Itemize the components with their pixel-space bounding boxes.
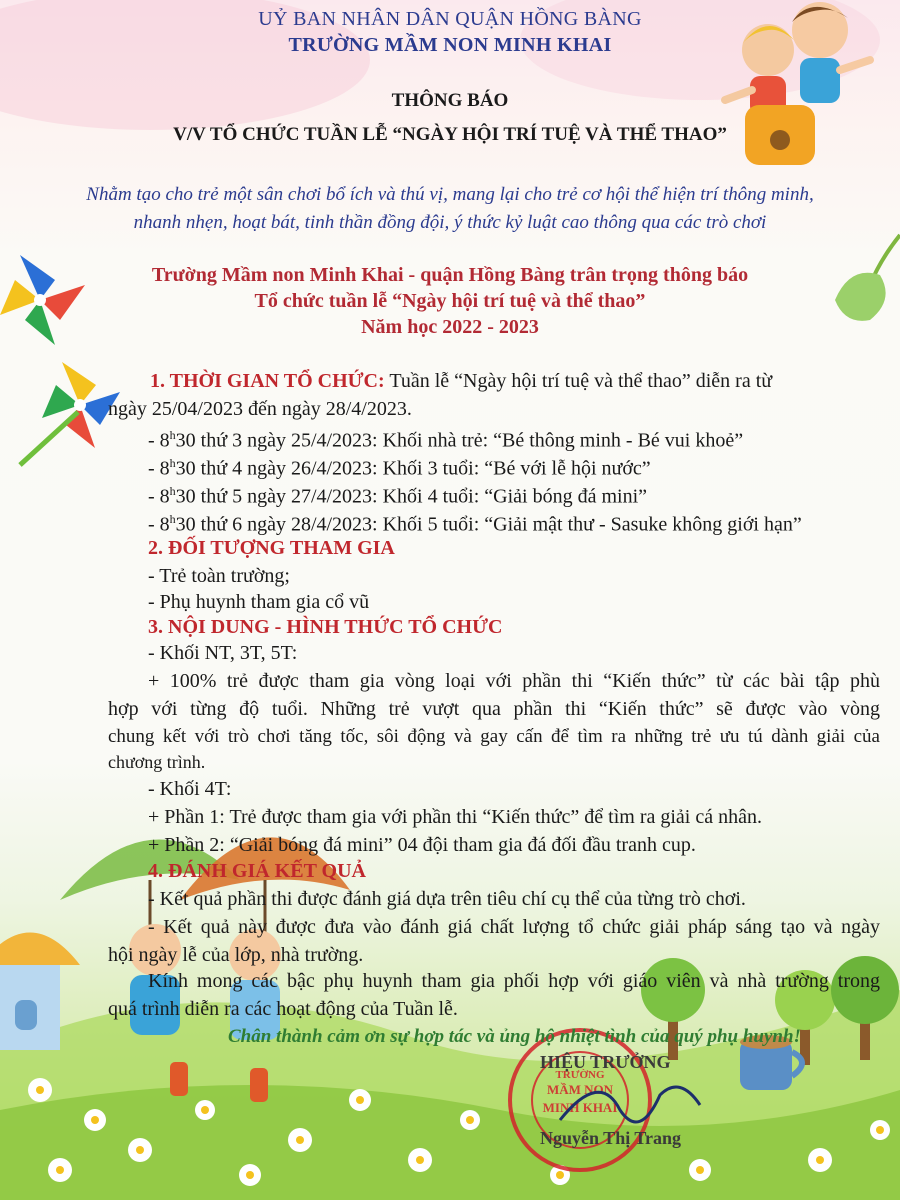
section-4-heading: 4. ĐÁNH GIÁ KẾT QUẢ (148, 860, 366, 882)
part-2: + Phần 2: “Giải bóng đá mini” 04 đội tham gia đá đối đầu tranh cup. (148, 834, 696, 856)
school-name: TRƯỜNG MẦM NON MINH KHAI (288, 34, 612, 56)
schedule-item: - 8$^h$30 thứ 5 ngày 27/4/2023: Khối 4 tuổi: “Giải bóng đá mini” (148, 484, 648, 508)
section-2-heading: 2. ĐỐI TƯỢNG THAM GIA (148, 537, 395, 559)
svg-text:TRƯỜNG: TRƯỜNG (555, 1069, 605, 1081)
intro-line-2: nhanh nhẹn, hoạt bát, tinh thần đồng đội, ý thức kỷ luật cao thông qua các trò chơi (133, 212, 767, 233)
announce-line-3: Năm học 2022 - 2023 (361, 316, 539, 338)
para-line: chung kết với trò chơi tăng tốc, sôi động và gay cấn để tìm ra những trẻ ưu tú dành giải của (108, 726, 880, 747)
schedule-item: - 8$^h$30 thứ 4 ngày 26/4/2023: Khối 3 tuổi: “Bé với lễ hội nước” (148, 456, 651, 480)
participant-item: - Trẻ toàn trường; (148, 565, 290, 587)
notice-subject: V/V TỔ CHỨC TUẦN LỄ “NGÀY HỘI TRÍ TUỆ VÀ THỂ THAO” (173, 124, 727, 145)
schedule-item: - 8$^h$30 thứ 6 ngày 28/4/2023: Khối 5 tuổi: “Giải mật thư - Sasuke không giới hạn” (148, 512, 802, 536)
announce-line-2: Tổ chức tuần lễ “Ngày hội trí tuệ và thể thao” (254, 290, 646, 312)
intro-line-1: Nhằm tạo cho trẻ một sân chơi bổ ích và thú vị, mang lại cho trẻ cơ hội thể hiện trí thông minh, (86, 184, 814, 205)
thank-you-note: Chân thành cảm ơn sự hợp tác và ủng hộ nhiệt tình của quý phụ huynh! (228, 1026, 801, 1047)
section-1-heading: 1. THỜI GIAN TỔ CHỨC: (150, 370, 385, 392)
committee-name: UỶ BAN NHÂN DÂN QUẬN HỒNG BÀNG (258, 8, 642, 30)
closing-line: quá trình diễn ra các hoạt động của Tuần lễ. (108, 998, 458, 1020)
schedule-item: - 8$^h$30 thứ 3 ngày 25/4/2023: Khối nhà trẻ: “Bé thông minh - Bé vui khoẻ” (148, 428, 744, 452)
section-1-dates: ngày 25/04/2023 đến ngày 28/4/2023. (108, 398, 412, 420)
evaluation-item-cont: hội ngày lễ của lớp, nhà trường. (108, 944, 364, 966)
para-line: + 100% trẻ được tham gia vòng loại với phần thi “Kiến thức” từ các bài tập phù (148, 670, 880, 692)
section-1-line (150, 370, 772, 393)
signer-role: HIỆU TRƯỞNG (540, 1052, 671, 1072)
part-1: + Phần 1: Trẻ được tham gia với phần thi “Kiến thức” để tìm ra giải cá nhân. (148, 806, 762, 828)
svg-text:MINH KHAI: MINH KHAI (542, 1100, 618, 1115)
participant-item: - Phụ huynh tham gia cổ vũ (148, 591, 370, 613)
announce-line-1: Trường Mầm non Minh Khai - quận Hồng Bàng trân trọng thông báo (151, 264, 749, 286)
svg-text:MẦM NON: MẦM NON (546, 1082, 614, 1097)
group-nt-3t-5t: - Khối NT, 3T, 5T: (148, 642, 298, 664)
evaluation-item: - Kết quả này được đưa vào đánh giá chất lượng tổ chức giải pháp sáng tạo và ngày (148, 916, 880, 938)
para-line: hợp với từng độ tuổi. Những trẻ vượt qua phần thi “Kiến thức” sẽ được vào vòng (108, 698, 880, 720)
section-1-text: Tuần lễ “Ngày hội trí tuệ và thể thao” diễn ra từ (389, 370, 773, 392)
group-4t: - Khối 4T: (148, 778, 232, 800)
evaluation-item: - Kết quả phần thi được đánh giá dựa trên tiêu chí cụ thể của từng trò chơi. (148, 888, 746, 910)
section-3-heading: 3. NỘI DUNG - HÌNH THỨC TỔ CHỨC (148, 616, 503, 638)
signer-name: Nguyễn Thị Trang (540, 1128, 682, 1148)
para-line: chương trình. (108, 752, 206, 772)
closing-line: Kính mong các bậc phụ huynh tham gia phối hợp với giáo viên và nhà trường trong (148, 970, 880, 992)
notice-title: THÔNG BÁO (391, 90, 509, 111)
